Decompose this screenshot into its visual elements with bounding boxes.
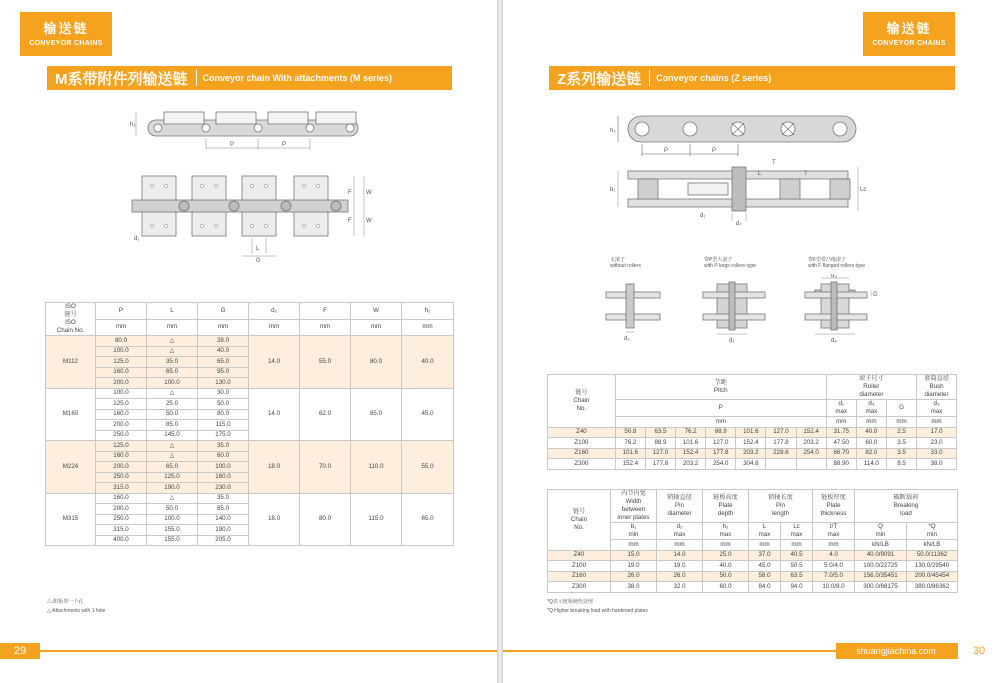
variant-large-roller-drawing [699,280,769,346]
value-cell: 125.0 [96,357,147,368]
header-cell: 链号 Chain No. [548,375,616,428]
value-cell: 101.6 [736,427,766,438]
value-cell: 65.0 [198,357,249,368]
header-cell: d₂ max [657,523,703,540]
variant-3-d3: d₃ [831,274,837,279]
value-cell: 254.0 [796,448,826,459]
value-cell: 152.4 [615,459,645,470]
z-label-p1: P [664,148,669,154]
value-cell: 152.4 [736,438,766,449]
value-cell: 94.0 [781,582,813,593]
value-cell: 23.0 [917,438,957,449]
value-cell: Z40 [548,550,611,561]
value-cell: 58.0 [749,571,781,582]
value-cell: 100.0 [147,514,198,525]
table-row [46,493,454,504]
value-cell: 65.0 [402,493,454,546]
header-cell: 节距 Pitch [615,375,826,400]
section-title-bar-right [549,66,955,90]
brand-badge-right [863,12,955,56]
chain-no-cell: M112 [46,336,96,389]
value-cell: 10.0/8.0 [813,582,855,593]
value-cell: 30.0 [198,388,249,399]
header-cell: d₁ max [826,400,856,417]
unit-cell: mm [826,417,856,428]
value-cell: 50.0 [703,571,749,582]
value-cell: 60.0 [703,582,749,593]
value-cell: 2.5 [886,427,916,438]
title-divider-right [649,70,650,86]
value-cell: 155.0 [147,535,198,546]
value-cell: 35.0 [147,357,198,368]
right-footer [503,643,1000,659]
value-cell: 125.0 [96,441,147,452]
label-w2: W [366,218,372,224]
left-footer [0,643,497,659]
value-cell: 175.0 [198,430,249,441]
unit-cell: mm [856,417,886,428]
value-cell: 127.0 [766,427,796,438]
header-cell: P [96,303,147,320]
z-label-p2: P [712,148,717,154]
table-header-row [548,375,957,400]
value-cell: 37.0 [749,550,781,561]
value-cell: 32.0 [657,582,703,593]
value-cell: 63.5 [645,427,675,438]
header-cell: t/T max [813,523,855,540]
value-cell: 85.0 [351,388,402,441]
value-cell: △ [147,336,198,347]
value-cell: 40.0 [198,346,249,357]
header-cell: L max [749,523,781,540]
value-cell: 33.0 [917,448,957,459]
value-cell: 88.9 [706,427,736,438]
value-cell: 3.5 [886,448,916,459]
value-cell: 100.0 [198,462,249,473]
value-cell: 50.8 [615,427,645,438]
value-cell: 26.0 [611,571,657,582]
brand-cn: 输送链 [43,21,89,36]
variant-1-dim: d₂ [624,336,630,342]
value-cell [796,459,826,470]
table-header-row [46,303,454,320]
value-cell: 45.0 [749,561,781,572]
value-cell: Z40 [548,427,616,438]
value-cell: Z300 [548,582,611,593]
left-page [0,0,497,683]
value-cell: Z100 [548,438,616,449]
value-cell: 203.2 [736,448,766,459]
table-row [46,388,454,399]
unit-cell: mm [917,417,957,428]
value-cell: 101.6 [615,448,645,459]
value-cell: 145.0 [147,430,198,441]
chain-top-view-drawing [128,170,378,262]
value-cell: 200.0/45454 [907,571,958,582]
value-cell: 80.0 [300,493,351,546]
value-cell: 14.0 [249,388,300,441]
header-cell: h₂ [402,303,454,320]
value-cell: 190.0 [147,483,198,494]
variant-2-label: 带P型大滚子 with P large rollers type [704,257,756,269]
value-cell: 127.0 [706,438,736,449]
value-cell: 40.0 [703,561,749,572]
unit-cell: mm [249,319,300,336]
value-cell: 100.0 [96,388,147,399]
value-cell: 300.0/68175 [855,582,907,593]
header-cell: 链板高度 Plate depth [703,490,749,523]
z-label-d1: d₁ [700,213,706,219]
value-cell: 82.0 [856,448,886,459]
unit-cell: mm [615,417,826,428]
value-cell: △ [147,493,198,504]
chain-no-cell: M160 [46,388,96,441]
header-cell: d₃ max [917,400,957,417]
value-cell: 38.0 [917,459,957,470]
table-units-row [46,319,454,336]
z-chain-top-view-drawing [608,165,868,225]
value-cell: 7.0/5.0 [813,571,855,582]
table-row [548,438,957,449]
unit-cell: mm [198,319,249,336]
variant-3-g: G [873,292,878,298]
brand-en: CONVEYOR CHAINS [29,40,103,47]
value-cell: 177.8 [706,448,736,459]
table-row [548,550,958,561]
unit-cell: kN/LB [907,540,958,551]
note-cn: △:附板带一个孔 [47,599,84,605]
header-cell: F [300,303,351,320]
unit-cell: kN/LB [855,540,907,551]
header-cell: L [147,303,198,320]
section-title-cn: M系带附件列输送链 [55,70,188,88]
chain-side-view-drawing [120,108,380,160]
value-cell: 155.0 [147,525,198,536]
value-cell: 140.0 [198,514,249,525]
value-cell: 70.0 [300,441,351,494]
value-cell: Z160 [548,448,616,459]
z-label-l: L [758,171,762,177]
unit-cell: mm [781,540,813,551]
value-cell: 160.0 [96,451,147,462]
header-cell: 套筒直径 Bush diameter [917,375,957,400]
value-cell: 200.0 [96,420,147,431]
value-cell: 19.0 [657,561,703,572]
brand-cn-right: 输送链 [886,21,932,36]
z-dimension-load-table [547,489,958,593]
value-cell [766,459,796,470]
header-cell: b₁ min [611,523,657,540]
value-cell: 40.0 [856,427,886,438]
value-cell: 50.0/11362 [907,550,958,561]
variant-3-label: 带F型带凸缘滚子 with F flanged rollers type [808,257,865,269]
value-cell: 65.0 [147,462,198,473]
value-cell: Z300 [548,459,616,470]
variant-flanged-roller-drawing [801,274,881,346]
value-cell: 25.0 [703,550,749,561]
value-cell: 152.4 [796,427,826,438]
section-title-en: Conveyor chain With attachments (M series) [202,73,392,83]
brand-en-right: CONVEYOR CHAINS [872,40,946,47]
value-cell: 18.0 [249,441,300,494]
unit-cell: mm [351,319,402,336]
note-cn-right: *Q表示链板硬热处理 [547,599,593,605]
value-cell: 65.0 [147,367,198,378]
header-cell: h₂ max [703,523,749,540]
value-cell: 177.8 [766,438,796,449]
chain-no-cell: M224 [46,441,96,494]
variant-no-roller-drawing [598,280,668,346]
value-cell: 100.0/22725 [855,561,907,572]
value-cell: 31.75 [826,427,856,438]
value-cell: 14.0 [657,550,703,561]
value-cell: 5.0/4.0 [813,561,855,572]
value-cell: 40.5 [781,550,813,561]
value-cell: 160.0 [96,493,147,504]
table-row [46,441,454,452]
value-cell: 60.0 [198,451,249,462]
z-label-b1: b₁ [610,187,616,193]
value-cell: 85.0 [147,420,198,431]
z-chain-side-view-drawing [608,110,868,166]
value-cell: 152.4 [676,448,706,459]
value-cell: 88.9 [645,438,675,449]
table-row [548,427,957,438]
z-label-d2: d₂ [736,221,742,225]
header-cell: Lc max [781,523,813,540]
value-cell: 18.0 [249,493,300,546]
right-notes [547,598,648,616]
header-cell: ISO 链号 ISO Chain No. [46,303,96,336]
value-cell: 84.0 [749,582,781,593]
variant-3-dim: d₄ [831,338,837,344]
value-cell: 26.0 [657,571,703,582]
table-header-row [548,490,958,523]
value-cell: 76.2 [676,427,706,438]
note-en: △:Attachments with 1 hole [47,608,106,614]
header-cell: W [351,303,402,320]
unit-cell: mm [611,540,657,551]
value-cell: 125.0 [96,399,147,410]
label-p1: P [230,142,235,148]
value-cell: 15.0 [611,550,657,561]
value-cell: 315.0 [96,525,147,536]
value-cell: 40.0 [402,336,454,389]
value-cell: 19.0 [611,561,657,572]
value-cell: 200.0 [96,462,147,473]
value-cell: 3.5 [886,438,916,449]
unit-cell: mm [300,319,351,336]
value-cell: 190.0 [198,525,249,536]
value-cell: 250.0 [96,514,147,525]
m-series-spec-table [45,302,454,546]
header-cell: 销轴直径 Pin diameter [657,490,703,523]
value-cell: 160.0 [96,367,147,378]
unit-cell: mm [657,540,703,551]
value-cell: 85.0 [198,504,249,515]
value-cell: 35.0 [198,441,249,452]
value-cell: 80.0 [198,409,249,420]
value-cell: 156.0/35451 [855,571,907,582]
table-row [46,336,454,347]
value-cell: △ [147,441,198,452]
table-row [548,459,957,470]
value-cell: 8.5 [886,459,916,470]
header-cell: 链板厚度 Plate thickness [813,490,855,523]
value-cell: 28.0 [198,336,249,347]
value-cell: 50.0 [147,409,198,420]
note-en-right: *Q:Higher breaking load with hardened plates [547,608,648,614]
value-cell: 304.8 [736,459,766,470]
unit-cell: mm [813,540,855,551]
label-d1: d₁ [134,236,140,242]
value-cell: 380.0/86362 [907,582,958,593]
chain-no-cell: M315 [46,493,96,546]
header-cell: 破断载荷 Breaking load [855,490,958,523]
value-cell: 55.0 [300,336,351,389]
value-cell: 60.0 [856,438,886,449]
value-cell: 315.0 [96,483,147,494]
value-cell: 100.0 [96,346,147,357]
table-row [548,448,957,459]
unit-cell: mm [749,540,781,551]
brand-badge [20,12,112,56]
header-cell: Q min [855,523,907,540]
value-cell: 400.0 [96,535,147,546]
value-cell: 230.0 [198,483,249,494]
label-f2: F [348,218,352,224]
unit-cell: mm [402,319,454,336]
value-cell: 115.0 [351,493,402,546]
section-title-en-right: Conveyor chains (Z series) [656,73,772,83]
value-cell: 127.0 [645,448,675,459]
value-cell: 160.0 [96,409,147,420]
z-label-lc: Lc [860,187,867,193]
value-cell: 203.2 [796,438,826,449]
value-cell: △ [147,451,198,462]
value-cell: 130.0 [198,378,249,389]
value-cell: 160.0 [198,472,249,483]
variant-2-dim: d₁ [729,338,735,344]
variant-1-label: 无滚子 without rollers [610,257,641,269]
page-number-left: 29 [0,643,40,659]
value-cell: 17.0 [917,427,957,438]
value-cell: 254.0 [706,459,736,470]
value-cell: 125.0 [147,472,198,483]
value-cell: 115.0 [198,420,249,431]
section-title-cn-right: Z系列输送链 [557,70,642,88]
value-cell: 63.5 [781,571,813,582]
value-cell: 203.2 [676,459,706,470]
website-url[interactable]: shuangjiachina.com [836,643,956,659]
header-cell: G [198,303,249,320]
left-notes [47,598,105,616]
value-cell: 200.0 [96,378,147,389]
z-label-t2: T [804,171,808,177]
value-cell: 38.0 [611,582,657,593]
header-cell: P [615,400,826,417]
value-cell: △ [147,346,198,357]
table-row [548,571,958,582]
value-cell: 177.8 [645,459,675,470]
section-title-bar [47,66,452,90]
header-cell: d₂ [249,303,300,320]
value-cell: 80.0 [351,336,402,389]
z-label-h2: h₂ [610,128,616,134]
page-number-right: 30 [956,643,1000,659]
value-cell: 88.90 [826,459,856,470]
value-cell: 35.0 [198,493,249,504]
value-cell: 40.0/9091 [855,550,907,561]
header-cell: 链号 Chain No. [548,490,611,551]
title-divider [196,70,197,86]
header-cell: G [886,400,916,417]
value-cell: 55.0 [402,441,454,494]
value-cell: 200.0 [96,504,147,515]
value-cell: 250.0 [96,430,147,441]
value-cell: 50.0 [147,504,198,515]
header-cell: 滚子尺寸 Roller diameter [826,375,916,400]
value-cell: 228.6 [766,448,796,459]
header-cell: 内节内宽 Width between inner plates [611,490,657,523]
right-page [503,0,1000,683]
value-cell: Z160 [548,571,611,582]
value-cell: 62.0 [300,388,351,441]
value-cell: 25.0 [147,399,198,410]
value-cell: 47.50 [826,438,856,449]
label-g: G [256,258,261,262]
unit-cell: mm [147,319,198,336]
label-l: L [256,246,260,252]
value-cell: 100.0 [147,378,198,389]
label-h2: h₂ [130,122,136,128]
value-cell: 14.0 [249,336,300,389]
label-f1: F [348,190,352,196]
value-cell: 205.0 [198,535,249,546]
label-p2: P [282,142,287,148]
value-cell: 250.0 [96,472,147,483]
value-cell: 110.0 [351,441,402,494]
value-cell: 101.6 [676,438,706,449]
value-cell: 66.70 [826,448,856,459]
unit-cell: mm [886,417,916,428]
unit-cell: mm [703,540,749,551]
value-cell: 95.0 [198,367,249,378]
header-cell: *Q min [907,523,958,540]
value-cell: 45.0 [402,388,454,441]
value-cell: 114.0 [856,459,886,470]
value-cell: 80.0 [96,336,147,347]
z-pitch-roller-table [547,374,957,470]
value-cell: 50.0 [198,399,249,410]
header-cell: 销轴长度 Pin length [749,490,813,523]
value-cell: 76.2 [615,438,645,449]
label-w1: W [366,190,372,196]
table-row [548,582,958,593]
table-row [548,561,958,572]
z-label-t1: T [772,160,776,166]
value-cell: 130.0/29540 [907,561,958,572]
value-cell: △ [147,388,198,399]
value-cell: 4.0 [813,550,855,561]
unit-cell: mm [96,319,147,336]
value-cell: Z100 [548,561,611,572]
value-cell: 50.5 [781,561,813,572]
header-cell: d₄ max [856,400,886,417]
